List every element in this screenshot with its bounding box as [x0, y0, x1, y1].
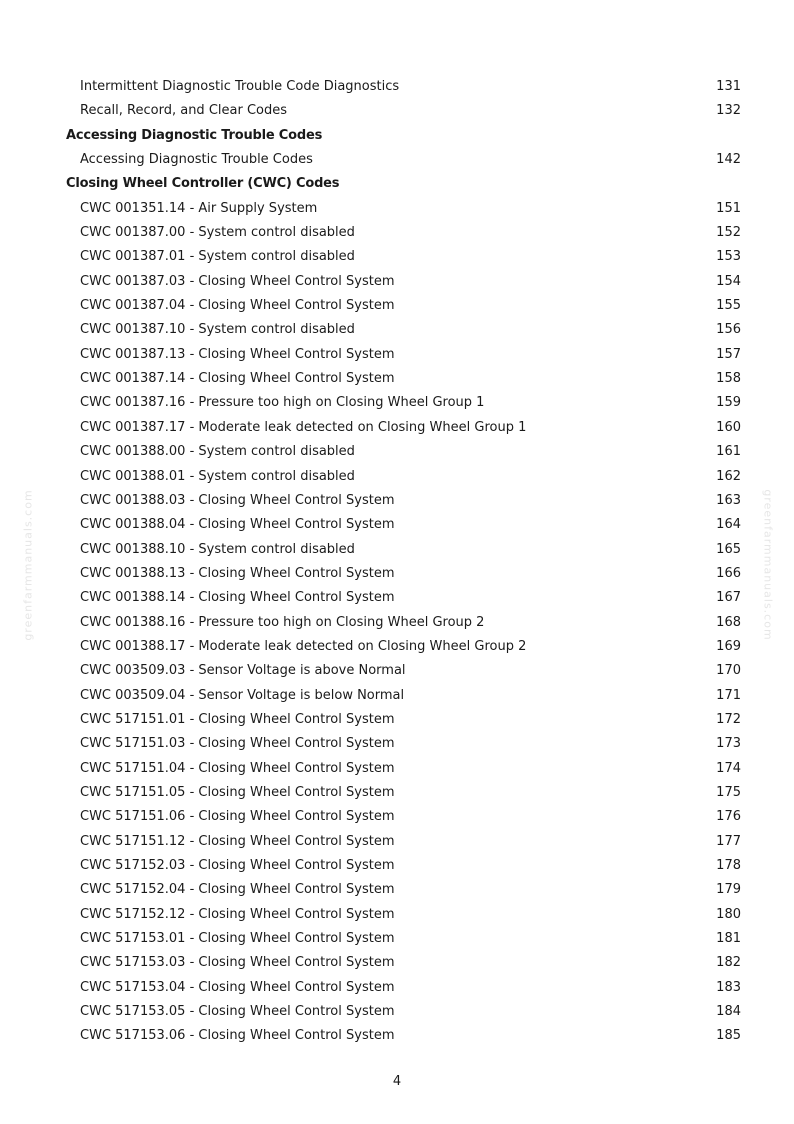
toc-entry[interactable] — [0, 903, 794, 927]
toc-entry-page-number: 160 — [716, 419, 741, 435]
toc-entry[interactable] — [0, 562, 794, 586]
toc-entry-title: CWC 001388.10 - System control disabled — [80, 541, 355, 557]
toc-entry-title: CWC 001388.00 - System control disabled — [80, 444, 355, 460]
toc-entry[interactable] — [0, 294, 794, 318]
toc-entry-title: CWC 517153.03 - Closing Wheel Control System — [80, 955, 395, 971]
toc-entry-page-number: 166 — [716, 565, 741, 581]
toc-entry-title: CWC 001387.00 - System control disabled — [80, 225, 355, 241]
toc-entry-page-number: 167 — [716, 590, 741, 606]
toc-entry-title: CWC 001351.14 - Air Supply System — [80, 200, 318, 216]
toc-entry-title: Accessing Diagnostic Trouble Codes — [66, 127, 323, 143]
toc-entry-page-number: 174 — [716, 760, 741, 776]
toc-entry-page-number: 173 — [716, 736, 741, 752]
toc-entry-page-number: 159 — [716, 395, 741, 411]
toc-entry[interactable] — [0, 732, 794, 756]
toc-entry-title: CWC 001387.10 - System control disabled — [80, 322, 355, 338]
toc-entry-page-number: 182 — [716, 955, 741, 971]
toc-entry[interactable] — [0, 684, 794, 708]
toc-entry-title: CWC 517152.04 - Closing Wheel Control System — [80, 882, 395, 898]
toc-entry-title: CWC 003509.03 - Sensor Voltage is above Normal — [80, 663, 406, 679]
toc-entry-page-number: 183 — [716, 979, 741, 995]
toc-entry[interactable] — [0, 367, 794, 391]
toc-entry-title: Closing Wheel Controller (CWC) Codes — [66, 176, 340, 192]
toc-section-heading — [0, 124, 794, 148]
toc-entry-title: CWC 517151.01 - Closing Wheel Control System — [80, 711, 395, 727]
toc-entry[interactable] — [0, 75, 794, 99]
toc-entry-page-number: 164 — [716, 517, 741, 533]
toc-entry-title: CWC 517153.01 - Closing Wheel Control System — [80, 931, 395, 947]
toc-entry-title: Accessing Diagnostic Trouble Codes — [80, 152, 313, 168]
toc-entry-page-number: 154 — [716, 273, 741, 289]
toc-entry-title: CWC 517151.05 - Closing Wheel Control System — [80, 784, 395, 800]
toc-entry-page-number: 170 — [716, 663, 741, 679]
toc-entry-page-number: 169 — [716, 638, 741, 654]
toc-entry-page-number: 168 — [716, 614, 741, 630]
toc-entry[interactable] — [0, 635, 794, 659]
toc-entry[interactable] — [0, 270, 794, 294]
toc-entry[interactable] — [0, 830, 794, 854]
toc-entry-page-number: 153 — [716, 249, 741, 265]
toc-entry-title: CWC 517153.06 - Closing Wheel Control System — [80, 1028, 395, 1044]
toc-entry-page-number: 132 — [716, 103, 741, 119]
toc-entry-title: CWC 003509.04 - Sensor Voltage is below Normal — [80, 687, 405, 703]
toc-entry[interactable] — [0, 99, 794, 123]
toc-entry[interactable] — [0, 148, 794, 172]
toc-entry-page-number: 155 — [716, 298, 741, 314]
toc-entry-page-number: 176 — [716, 809, 741, 825]
table-of-contents — [0, 75, 794, 1049]
toc-entry-title: CWC 001388.01 - System control disabled — [80, 468, 355, 484]
toc-entry[interactable] — [0, 659, 794, 683]
toc-entry[interactable] — [0, 513, 794, 537]
toc-entry[interactable] — [0, 781, 794, 805]
toc-entry[interactable] — [0, 221, 794, 245]
toc-entry-title: CWC 001388.04 - Closing Wheel Control System — [80, 517, 395, 533]
toc-entry[interactable] — [0, 757, 794, 781]
toc-entry-page-number: 177 — [716, 833, 741, 849]
toc-entry-page-number: 151 — [716, 200, 741, 216]
toc-entry[interactable] — [0, 1024, 794, 1048]
toc-entry-page-number: 158 — [716, 371, 741, 387]
toc-entry-title: CWC 517152.12 - Closing Wheel Control System — [80, 906, 395, 922]
toc-entry[interactable] — [0, 951, 794, 975]
toc-entry-title: CWC 001387.04 - Closing Wheel Control System — [80, 298, 395, 314]
toc-entry-page-number: 181 — [716, 931, 741, 947]
toc-entry-page-number: 179 — [716, 882, 741, 898]
toc-entry[interactable] — [0, 245, 794, 269]
toc-entry-title: CWC 517153.04 - Closing Wheel Control System — [80, 979, 395, 995]
toc-entry-page-number: 165 — [716, 541, 741, 557]
toc-entry[interactable] — [0, 976, 794, 1000]
toc-entry[interactable] — [0, 854, 794, 878]
toc-entry-page-number: 157 — [716, 346, 741, 362]
toc-entry-title: CWC 001387.16 - Pressure too high on Closing Wheel Group 1 — [80, 395, 485, 411]
toc-entry-title: Recall, Record, and Clear Codes — [80, 103, 288, 119]
toc-entry-title: CWC 517152.03 - Closing Wheel Control System — [80, 858, 395, 873]
toc-entry-page-number: 163 — [716, 492, 741, 508]
toc-entry-title: CWC 001387.03 - Closing Wheel Control System — [80, 273, 395, 289]
toc-entry-title: CWC 001388.14 - Closing Wheel Control System — [80, 590, 395, 606]
toc-entry-title: CWC 001388.03 - Closing Wheel Control System — [80, 492, 395, 508]
toc-entry-title: CWC 001388.13 - Closing Wheel Control System — [80, 565, 395, 581]
watermark-right: greenfarmmanuals.com — [761, 489, 775, 641]
toc-entry[interactable] — [0, 489, 794, 513]
toc-entry-title: CWC 517151.04 - Closing Wheel Control System — [80, 760, 395, 776]
toc-entry[interactable] — [0, 465, 794, 489]
toc-entry-title: CWC 517151.03 - Closing Wheel Control System — [80, 736, 395, 752]
toc-entry[interactable] — [0, 1000, 794, 1024]
watermark-left: greenfarmmanuals.com — [21, 489, 35, 641]
toc-entry-title: CWC 517151.06 - Closing Wheel Control System — [80, 809, 395, 825]
toc-entry-page-number: 175 — [716, 784, 741, 800]
toc-entry[interactable] — [0, 538, 794, 562]
toc-entry-page-number: 172 — [716, 711, 741, 727]
toc-entry-page-number: 152 — [716, 225, 741, 241]
toc-entry-title: CWC 001388.16 - Pressure too high on Closing Wheel Group 2 — [80, 614, 485, 630]
toc-entry-page-number: 131 — [716, 79, 741, 94]
page-number: 4 — [392, 1074, 402, 1089]
toc-entry-title: Intermittent Diagnostic Trouble Code Diagnostics — [80, 79, 400, 94]
toc-entry-title: CWC 517151.12 - Closing Wheel Control System — [80, 833, 395, 849]
toc-entry-title: CWC 001388.17 - Moderate leak detected on Closing Wheel Group 2 — [80, 638, 527, 654]
toc-entry-title: CWC 001387.01 - System control disabled — [80, 249, 355, 265]
toc-entry-title: CWC 001387.14 - Closing Wheel Control System — [80, 371, 395, 387]
toc-entry-page-number: 156 — [716, 322, 741, 338]
toc-entry[interactable] — [0, 708, 794, 732]
toc-entry-page-number: 184 — [716, 1004, 741, 1020]
toc-entry-page-number: 162 — [716, 468, 741, 484]
toc-entry[interactable] — [0, 805, 794, 829]
toc-entry[interactable] — [0, 391, 794, 415]
toc-entry-page-number: 180 — [716, 906, 741, 922]
toc-entry-page-number: 142 — [716, 152, 741, 168]
toc-entry[interactable] — [0, 197, 794, 221]
toc-entry[interactable] — [0, 878, 794, 902]
toc-entry[interactable] — [0, 318, 794, 342]
toc-entry[interactable] — [0, 416, 794, 440]
toc-section-heading — [0, 172, 794, 196]
toc-entry[interactable] — [0, 586, 794, 610]
toc-entry-page-number: 178 — [716, 858, 741, 873]
toc-entry[interactable] — [0, 343, 794, 367]
toc-entry-title: CWC 001387.13 - Closing Wheel Control System — [80, 346, 395, 362]
toc-entry-page-number: 161 — [716, 444, 741, 460]
toc-entry-page-number: 185 — [716, 1028, 741, 1044]
toc-entry-title: CWC 001387.17 - Moderate leak detected on Closing Wheel Group 1 — [80, 419, 527, 435]
toc-entry[interactable] — [0, 927, 794, 951]
toc-entry-page-number: 171 — [716, 687, 741, 703]
toc-entry[interactable] — [0, 611, 794, 635]
toc-entry[interactable] — [0, 440, 794, 464]
toc-entry-title: CWC 517153.05 - Closing Wheel Control System — [80, 1004, 395, 1020]
